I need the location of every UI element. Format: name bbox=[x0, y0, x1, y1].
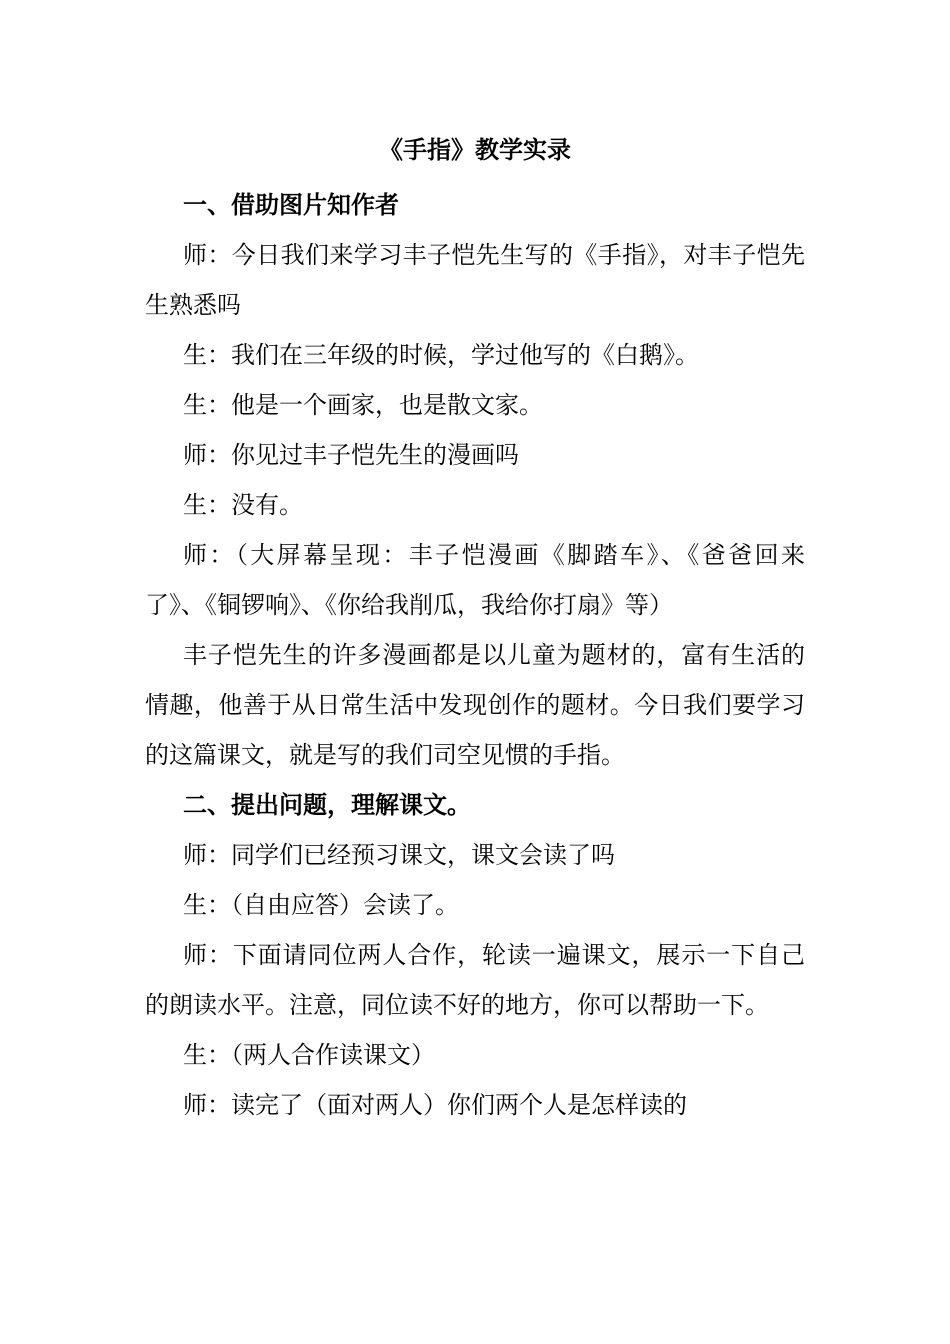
document-body bbox=[145, 180, 805, 1130]
paragraph: 丰子恺先生的许多漫画都是以儿童为题材的，富有生活的情趣，他善于从日常生活中发现创作的题材。今日我们要学习的这篇课文，就是写的我们司空见惯的手指。 bbox=[145, 641, 805, 769]
paragraph: 师：下面请同位两人合作，轮读一遍课文，展示一下自己的朗读水平。注意，同位读不好的地方，你可以帮助一下。 bbox=[145, 941, 805, 1019]
paragraph: 师：读完了（面对两人）你们两个人是怎样读的 bbox=[183, 1091, 687, 1119]
paragraph: 师：今日我们来学习丰子恺先生写的《手指》，对丰子恺先生熟悉吗 bbox=[145, 241, 805, 319]
section-heading: 一、借助图片知作者 bbox=[183, 191, 399, 219]
paragraph: 生：（两人合作读课文） bbox=[183, 1041, 435, 1069]
paragraph: 师：你见过丰子恺先生的漫画吗 bbox=[183, 441, 519, 469]
paragraph: 生：没有。 bbox=[183, 491, 303, 519]
paragraph: 师：同学们已经预习课文，课文会读了吗 bbox=[183, 841, 615, 869]
paragraph: 生：（自由应答）会读了。 bbox=[183, 891, 459, 919]
section-heading: 二、提出问题，理解课文。 bbox=[183, 791, 471, 819]
paragraph: 师：（大屏幕呈现：丰子恺漫画《脚踏车》、《爸爸回来了》、《铜锣响》、《你给我削瓜，我给你打扇》等） bbox=[145, 541, 805, 619]
paragraph: 生：我们在三年级的时候，学过他写的《白鹅》。 bbox=[183, 341, 699, 369]
paragraph: 生：他是一个画家，也是散文家。 bbox=[183, 391, 543, 419]
document-title: 《手指》教学实录 bbox=[379, 136, 571, 164]
